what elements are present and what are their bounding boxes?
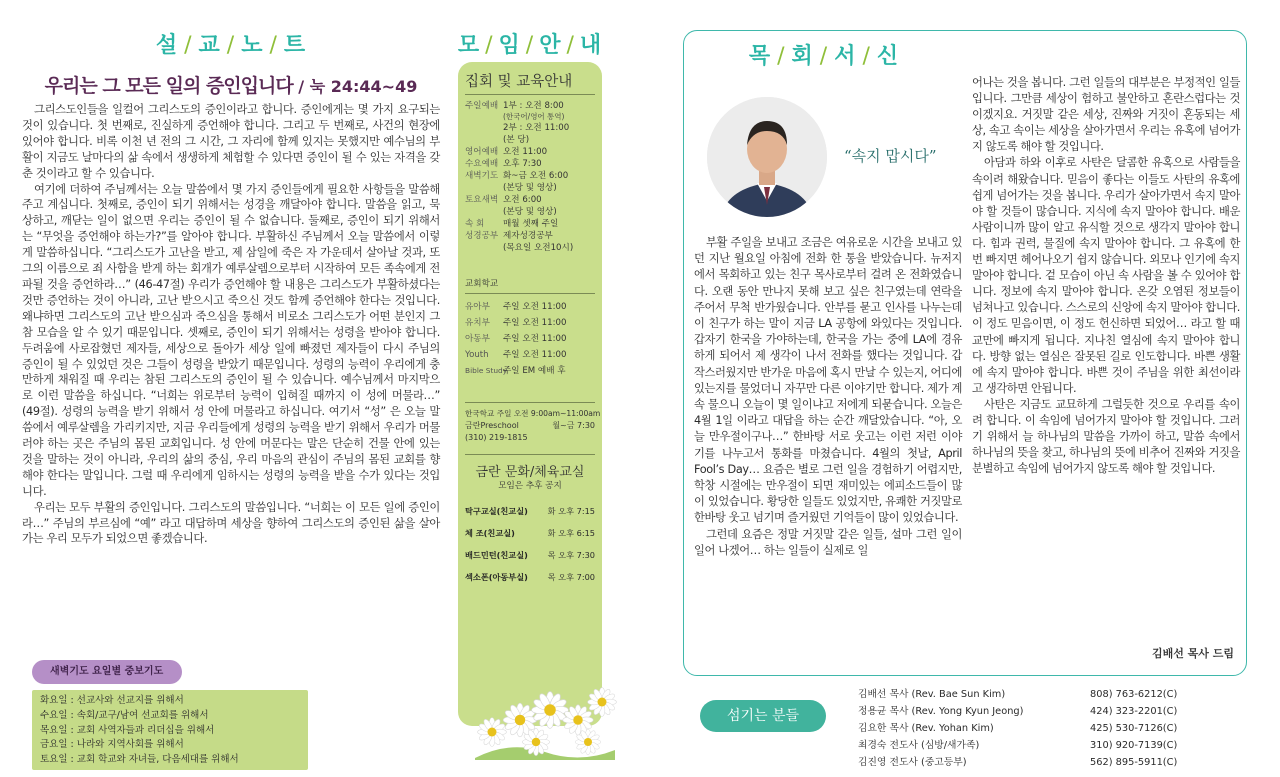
column-body-right <box>972 75 1240 477</box>
sermon-reference: 눅 24:44~49 <box>309 77 418 96</box>
prayer-box <box>32 660 308 772</box>
school-row: 유치부 주일 오전 11:00 <box>465 318 567 328</box>
daisy-flowers-decoration <box>470 680 620 760</box>
column-quote: “속지 맙시다” <box>844 147 937 165</box>
pastor-photo <box>707 97 827 217</box>
staff-row: 김요한 목사 (Rev. Yohan Kim) 425) 530-7126(C) <box>858 723 1178 734</box>
sermon-title-text: 우리는 그 모든 일의 증인입니다 <box>44 75 293 97</box>
column-section-title: 목 / 회 / 서 / 신 <box>748 44 900 69</box>
school-row: Bible Study 주일 EM 예배 후 <box>465 366 566 376</box>
prayer-item: 금요일 : 나라와 지역사회를 위해서 <box>40 739 184 751</box>
sermon-title-sep: / <box>292 77 310 96</box>
schedule-note: (본당 및 영상) <box>503 183 557 193</box>
schedule-note: (한국어/영어 통역) <box>503 112 565 121</box>
schedule-row: 주일예배 1부 : 오전 8:00 <box>465 101 564 111</box>
sermon-body <box>22 102 440 547</box>
staff-row: 최경숙 전도사 (심방/새가족) 310) 920-7139(C) <box>858 740 1178 751</box>
schedule-section-title: 모 / 임 / 안 / 내 <box>457 33 603 58</box>
preschool-row: 금란Preschool 월~금 7:30 <box>465 421 595 430</box>
divider <box>465 293 595 294</box>
prayer-item: 토요일 : 교회 학교와 자녀들, 다음세대를 위해서 <box>40 754 239 766</box>
sermon-column <box>22 28 440 773</box>
korean-school: 한국학교 주일 오전 9:00am~11:00am <box>465 409 601 418</box>
school-row: 유아부 주일 오전 11:00 <box>465 302 567 312</box>
class-row: 배드민턴(친교실) 목 오후 7:30 <box>465 550 595 560</box>
school-row: Youth 주일 오전 11:00 <box>465 350 567 360</box>
school-row: 아동부 주일 오전 11:00 <box>465 334 567 344</box>
schedule-row: 수요예배 오후 7:30 <box>465 159 542 169</box>
staff-list <box>858 686 1248 771</box>
schedule-row: 성경공부 제자성경공부 <box>465 231 553 241</box>
column-paragraph: 아담과 하와 이후로 사탄은 달콤한 유혹으로 사람들을 속이려 해왔습니다. 믿음이 좋다는 이들도 사탄의 유혹에 쉽게 넘어가는 것을 봅니다. 우리가 살아가면서 속지 말아야 할 것들이 많습니다. 지식에 속지 말아야 합니다. 배운 사람이니까 많이 알고 유식할 것으로 생각지 말아야 합니다. 힘과 권력, 물질에 속지 말아야 합니다. 그 유혹에 한 번 빠지면 헤어나오기 쉽지 않습니다. 외모나 인기에 속지 말아야 합니다. 겉 모습이 아닌 속 사람을 볼 수 있어야 합니다. 정보에 속지 말아야 합니다. 온갖 오염된 정보들이 넘쳐나고 있습니다. 스스로의 신앙에 속지 말아야 합니다. 이 정도 믿음이면, 이 정도 헌신하면 되었어… 라고 할 때 교만에 빠지게 됩니다. 지나친 열심에 속지 말아야 합니다. 방향 없는 열심은 잘못된 길로 인도합니다. 바쁜 생활에 속지 말아야 합니다. 바쁜 것이 주님을 위한 최선이라고 생각하면 안됩니다. <box>972 156 1240 395</box>
prayer-item: 화요일 : 선교사와 선교지를 위해서 <box>40 695 184 706</box>
divider <box>465 94 595 95</box>
school-heading: 교회학교 <box>465 279 499 289</box>
class-row: 탁구교실(친교실) 화 오후 7:15 <box>465 506 595 516</box>
sermon-title <box>22 71 440 98</box>
staff-row: 김배선 목사 (Rev. Bae Sun Kim) 808) 763-6212(C) <box>858 689 1178 700</box>
column-signature: 김배선 목사 드림 <box>1151 647 1234 660</box>
sermon-paragraph: 여기에 더하여 주님께서는 오늘 말씀에서 몇 가지 증인들에게 필요한 사항들을 말씀해 주고 계십니다. 첫째로, 증인이 되기 위해서는 성경을 깨달아야 합니다. 말씀을 읽고, 묵상하고, 깨닫는 일이 없으면 우리는 증인이 될 수 없습니다. 둘째로, 증인이 되기 위해서는 “무엇을 증언해야 하는가?”를 알아야 합니다. 부활하신 주님께서 오늘 말씀에서 이렇게 말씀하십니다. “그리스도가 고난을 받고, 제 삼일에 죽은 자 가운데서 살아날 것과, 또 그의 이름으로 죄 사함을 받게 하는 회개가 예루살렘으로부터 시작하여 모든 족속에게 전파될 것을 증언하라…” (46-47절) 우리가 증언해야 할 내용은 그리스도가 부활하셨다는 것만 증언하는 것이 아니라, 고난 받으시고 죽으신 것도 함께 증언해야 한다는 것입니다. 왜냐하면 그리스도의 고난 받으심과 죽으심을 통해서 비로소 그리스도가 어떤 분인지 그 참 모습을 알 수 있기 때문입니다. 셋째로, 증인이 되기 위해서는 성령을 받아야 합니다. 두려움에 사로잡혔던 제자들, 세상으로 돌아가 세상 일에 빠졌던 제자들이 다시 주님의 증인이 될 수 있었던 것은 그들이 성령을 받았기 때문입니다. 성령의 능력이 우리에게 충만하게 채워질 때 우리는 참된 그리스도의 증인이 될 수 있습니다. 예수님께서 마지막으로 이런 말씀을 하십니다. “너희는 위로부터 능력이 입혀질 때까지 이 성에 머물라…” (49절). 성령의 능력을 받기 위해서 성 안에 머물라고 하십니다. 여기서 “성” 은 오늘 말씀에서 예루살렘을 가리키지만, 지금 우리들에게 성령의 능력을 받기 위해서 우리가 머물러야 하는 곳은 주님의 몸된 교회입니다. 성 안에 머문다는 말은 단순히 건물 안에 있는 것을 말하는 것이 아니라, 우리의 삶의 중심, 우리 마음의 관심이 주님의 몸된 교회를 향해야 한다는 말입니다. 그럴 때 우리에게 임하시는 성령의 능력을 받을 수가 있다는 것입니다. <box>22 182 440 498</box>
column-paragraph: 그런데 요즘은 정말 거짓말 같은 일들, 설마 그런 일이 일어 나겠어… 하는 일들이 실제로 일 <box>694 527 962 557</box>
preschool-phone: (310) 219-1815 <box>465 433 528 442</box>
schedule-row: 2부 : 오전 11:00 <box>503 123 570 133</box>
schedule-row: 새벽기도 화~금 오전 6:00 <box>465 171 569 181</box>
staff-title: 섬기는 분들 <box>700 700 826 732</box>
column-paragraph: 어나는 것을 봅니다. 그런 일들의 대부분은 부정적인 일들입니다. 그만큼 세상이 험하고 불안하고 혼란스럽다는 것이겠지요. 거짓말 같은 세상, 진짜와 거짓이 혼동되는 세상, 속고 속이는 세상을 살아가면서 우리는 유혹에 넘어가지 않도록 해야 할 것입니다. <box>972 76 1240 154</box>
schedule-column <box>455 28 605 773</box>
column-paragraph: 부활 주일을 보내고 조금은 여유로운 시간을 보내고 있던 지난 월요일 아침에 전화 한 통을 받았습니다. 뉴저지에서 목회하고 있는 친구 목사로부터 걸려 온 전화였습니다. 오랜 동안 만나지 못해 보고 싶은 친구였는데 연락을 주어서 무척 반가웠습니다. 안부를 묻고 인사를 나누는데 이 친구가 하는 말이 지금 LA 공항에 와있다는 것입니다. 갑자기 한국을 가야하는데, 한국을 가는 중에 LA에 경유하게 되어서 제 생각이 나서 전화를 했다는 것입니다. 갑작스러웠지만 반가운 마음에 혹시 만날 수 있는지, 어디에 있는지를 물었더니 자꾸만 다른 이야기만 합니다. 제가 계속 물으니 오늘이 몇 일이냐고 저에게 되묻습니다. 오늘은 4월 1일 이라고 대답을 하는 순간 깨달았습니다. “아, 오늘 만우절이구나…” 한바탕 서로 웃고는 이런 저런 이야기를 나누고서 통화를 마쳤습니다. 4월의 첫날, April Fool’s Day… 요즘은 별로 그런 일을 경험하기 어렵지만, 학창 시절에는 만우절이 되면 재미있는 에피소드들이 많이 있었습니다. 황당한 일들도 있었지만, 유쾌한 거짓말로 한바탕 웃고 넘기며 즐거웠던 기억들이 많이 있었습니다. <box>694 236 962 525</box>
staff-row: 정용균 목사 (Rev. Yong Kyun Jeong) 424) 323-2201(C) <box>858 706 1178 717</box>
schedule-box <box>458 62 602 726</box>
divider <box>465 454 595 455</box>
schedule-note: (본당 및 영상) <box>503 207 557 217</box>
schedule-note: (목요일 오전10시) <box>503 243 574 253</box>
schedule-note: (본 당) <box>503 135 530 145</box>
culture-subtitle: 모임은 추후 공지 <box>498 481 562 491</box>
prayer-item: 목요일 : 교회 사역자들과 리더십을 위해서 <box>40 724 215 736</box>
column-body-left <box>694 235 962 559</box>
class-row: 섹소폰(아동부실) 목 오후 7:00 <box>465 572 595 582</box>
class-row: 체 조(친교실) 화 오후 6:15 <box>465 528 595 538</box>
schedule-row: 토요새벽 오전 6:00 <box>465 195 542 205</box>
sermon-section-title: 설 / 교 / 노 / 트 <box>155 33 307 58</box>
prayer-list <box>32 690 308 770</box>
column-paragraph: 사탄은 지금도 교묘하게 그럴듯한 것으로 우리를 속이려 합니다. 이 속임에 넘어가지 말아야 할 것입니다. 그러기 위해서 늘 하나님의 말씀을 가까이 하고, 말씀 속에서 하나님의 뜻을 찾고, 하나님의 뜻에 비추어 진짜와 거짓을 분별하고 속임에 넘어가지 않도록 해야 할 것입니다. <box>972 397 1240 476</box>
divider <box>465 402 595 403</box>
prayer-title: 새벽기도 요일별 중보기도 <box>32 660 182 684</box>
prayer-item: 수요일 : 속회/교구/남여 선교회를 위해서 <box>40 709 209 721</box>
schedule-row: 영어예배 오전 11:00 <box>465 147 548 157</box>
schedule-row: 속 회 매월 셋째 주일 <box>465 219 559 229</box>
culture-heading: 금란 문화/체육교실 <box>475 465 585 480</box>
schedule-heading: 집회 및 교육안내 <box>465 74 573 90</box>
staff-row: 김진영 전도사 (중고등부) 562) 895-5911(C) <box>858 757 1178 768</box>
sermon-paragraph: 그리스도인들을 일컬어 그리스도의 증인이라고 합니다. 증인에게는 몇 가지 요구되는 것이 있습니다. 첫 번째로, 진실하게 증언해야 합니다. 그리고 두 번째로, 사건의 현장에 있어야 합니다. 비록 이천 년 전의 그 시간, 그 자리에 함께 있지는 못했지만 예수님의 부활이 지금도 날마다의 삶 속에서 생생하게 체험할 수 있다면 증인이 될 수 있는 자격을 갖춘 것이라고 할 수 있습니다. <box>22 103 440 180</box>
pastor-column <box>683 30 1247 676</box>
sermon-paragraph: 우리는 모두 부활의 증인입니다. 그리스도의 말씀입니다. “너희는 이 모든 일에 증인이라…” 주님의 부르심에 “예” 라고 대답하며 세상을 향하여 그리스도의 증인된 삶을 살아가는 우리 모두가 되었으면 좋겠습니다. <box>22 500 440 546</box>
